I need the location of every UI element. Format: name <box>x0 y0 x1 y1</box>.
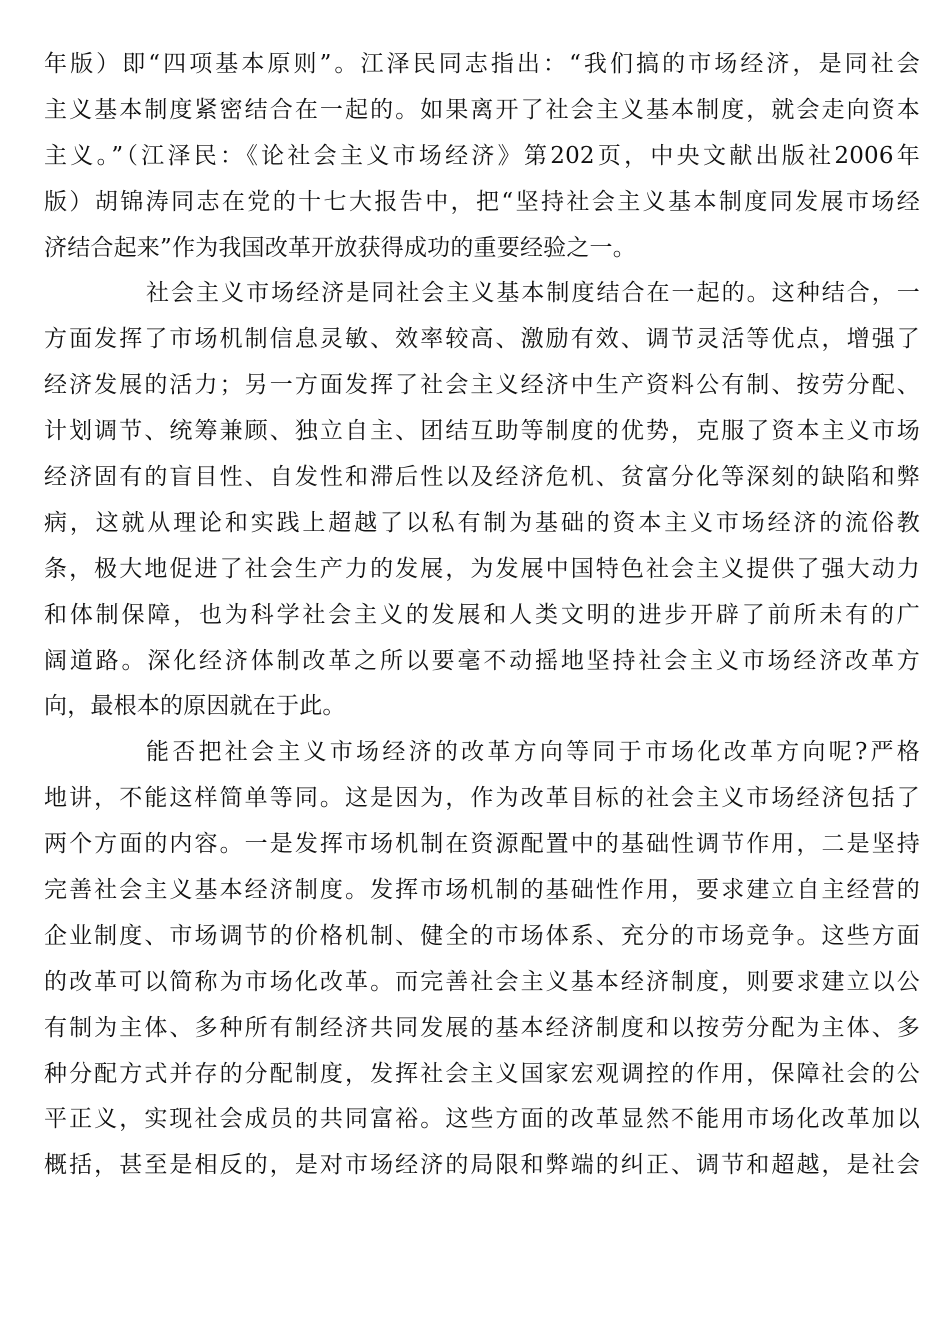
text-line: 种分配方式并存的分配制度，发挥社会主义国家宏观调控的作用，保障社会的公 <box>44 1060 920 1087</box>
text-line: 的改革可以简称为市场化改革。而完善社会主义基本经济制度，则要求建立以公 <box>44 968 920 995</box>
text-line: 主义基本制度紧密结合在一起的。如果离开了社会主义基本制度，就会走向资本 <box>44 96 920 123</box>
text-line: 条，极大地促进了社会生产力的发展，为发展中国特色社会主义提供了强大动力 <box>44 555 920 582</box>
document-page <box>44 42 920 1189</box>
text-line: 病，这就从理论和实践上超越了以私有制为基础的资本主义市场经济的流俗教 <box>44 509 920 536</box>
text-line: 企业制度、市场调节的价格机制、健全的市场体系、充分的市场竞争。这些方面 <box>44 922 920 949</box>
text-line: 版）胡锦涛同志在党的十七大报告中，把“坚持社会主义基本制度同发展市场经 <box>44 188 920 215</box>
text-line: 年版）即“四项基本原则”。江泽民同志指出：“我们搞的市场经济，是同社会 <box>44 51 920 77</box>
text-line: 和体制保障，也为科学社会主义的发展和人类文明的进步开辟了前所未有的广 <box>44 601 920 628</box>
text-line: 有制为主体、多种所有制经济共同发展的基本经济制度和以按劳分配为主体、多 <box>44 1014 920 1041</box>
text-line: 计划调节、统筹兼顾、独立自主、团结互助等制度的优势，克服了资本主义市场 <box>44 418 920 445</box>
text-line: 完善社会主义基本经济制度。发挥市场机制的基础性作用，要求建立自主经营的 <box>44 877 920 904</box>
text-line: 概括，甚至是相反的，是对市场经济的局限和弊端的纠正、调节和超越，是社会 <box>44 1152 920 1179</box>
text-line: 阔道路。深化经济体制改革之所以要毫不动摇地坚持社会主义市场经济改革方 <box>44 647 920 674</box>
text-line: 经济固有的盲目性、自发性和滞后性以及经济危机、贫富分化等深刻的缺陷和弊 <box>44 464 920 491</box>
text-line: 地讲，不能这样简单等同。这是因为，作为改革目标的社会主义市场经济包括了 <box>44 785 920 812</box>
text-line: 方面发挥了市场机制信息灵敏、效率较高、激励有效、调节灵活等优点，增强了 <box>44 326 920 353</box>
text-line: 平正义，实现社会成员的共同富裕。这些方面的改革显然不能用市场化改革加以 <box>44 1106 920 1133</box>
paragraph-first-line: 能否把社会主义市场经济的改革方向等同于市场化改革方向呢?严格 <box>146 739 920 766</box>
text-line: 济结合起来”作为我国改革开放获得成功的重要经验之一。 <box>44 234 636 261</box>
paragraph-first-line: 社会主义市场经济是同社会主义基本制度结合在一起的。这种结合，一 <box>146 280 920 307</box>
text-line: 主义。”（江泽民：《论社会主义市场经济》第202页，中央文献出版社2006年 <box>44 142 920 169</box>
text-line: 经济发展的活力；另一方面发挥了社会主义经济中生产资料公有制、按劳分配、 <box>44 372 920 399</box>
text-line: 向，最根本的原因就在于此。 <box>44 693 346 720</box>
text-line: 两个方面的内容。一是发挥市场机制在资源配置中的基础性调节作用，二是坚持 <box>44 831 920 858</box>
